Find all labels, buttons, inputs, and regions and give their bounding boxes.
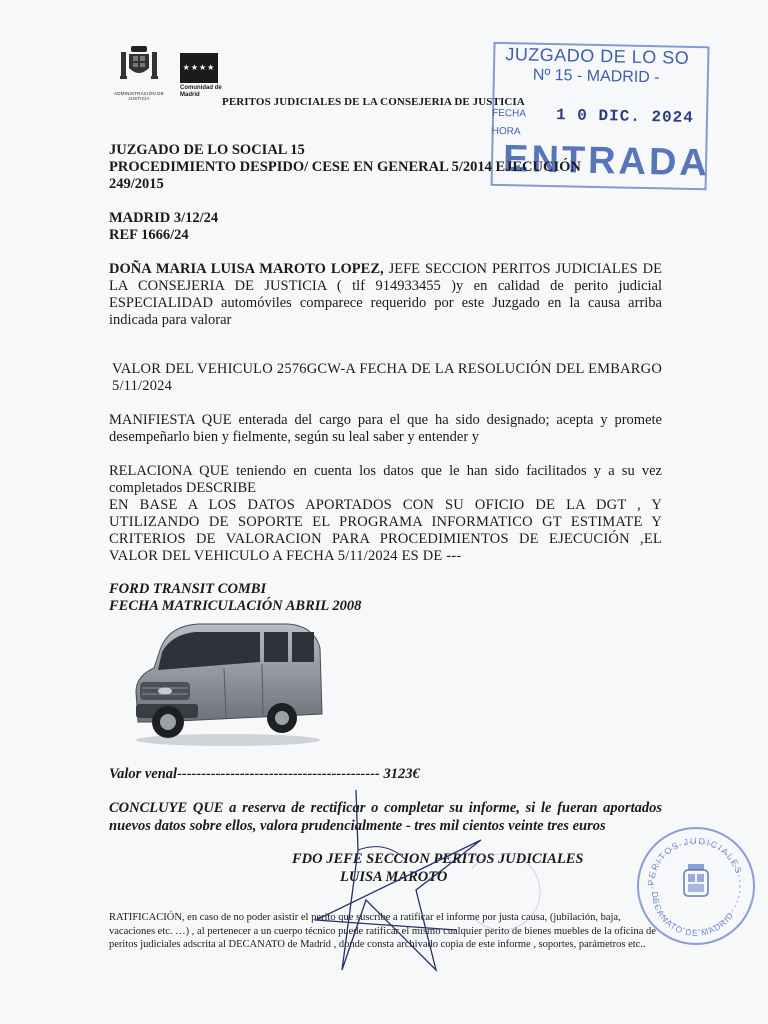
vehicle-value-heading: VALOR DEL VEHICULO 2576GCW-A FECHA DE LA RESOLUCIÓN DEL EMBARGO 5/11/2024: [112, 361, 662, 394]
stamp-court: JUZGADO DE LO SO: [505, 44, 690, 68]
expert-name: DOÑA MARIA LUISA MAROTO LOPEZ,: [109, 261, 384, 277]
manifiesta-paragraph: MANIFIESTA QUE enterada del cargo para el que ha sido designado; acepta y promete desempeñarlo bien y fielmente, según su leal saber y entender y: [109, 412, 662, 445]
van-photo: [128, 618, 328, 750]
stamp-entrada-text: ENTRADA: [502, 138, 711, 185]
valor-venal: Valor venal------------------------------------------ 3123€: [109, 766, 420, 782]
faint-seal-impression: [472, 842, 552, 942]
svg-text:PERITOS JUDICIALES: [646, 836, 744, 886]
stamp-date: 1 0 DIC. 2024: [555, 106, 695, 128]
place-date: MADRID 3/12/24: [109, 210, 219, 226]
header-title: PERITOS JUDICIALES DE LA CONSEJERIA DE JUSTICIA: [222, 96, 525, 108]
relaciona-paragraph: RELACIONA QUE teniendo en cuenta los datos que le han sido facilitados y a su vez completados DESCRIBE: [109, 463, 662, 496]
stamp-court-number: Nº 15 - MADRID -: [532, 66, 660, 87]
madrid-logo-caption: Comunidad de Madrid: [180, 85, 222, 98]
stamp-time-label: HORA: [491, 125, 521, 138]
vehicle-registration: FECHA MATRICULACIÓN ABRIL 2008: [109, 598, 362, 614]
seal-bottom-text: DECANATO DE MADRID: [649, 891, 736, 939]
official-round-seal: [632, 822, 760, 950]
signer-title: FDO JEFE SECCION PERITOS JUDICIALES: [292, 851, 584, 867]
stars-icon: ★★★★: [180, 53, 218, 83]
seal-emblem-icon: [632, 822, 760, 950]
admin-logo-caption: ADMINISTRACIÓN DE JUSTICIA: [114, 91, 164, 101]
conclusion-paragraph: CONCLUYE QUE a reserva de rectificar o completar su informe, si le fueran aportados nuevos datos sobre ellos, valora prudencialmente - tres mil cientos veinte tres euros: [109, 800, 662, 834]
intro-text: JEFE SECCION PERITOS JUDICIALES DE LA CONSEJERIA DE JUSTICIA ( tlf 914933455 )y en calidad de perito judicial ESPECIALIDAD automóviles comparece requerido por este Juzgado en la causa arriba indicada para valorar: [109, 261, 662, 328]
en-base-paragraph: EN BASE A LOS DATOS APORTADOS CON SU OFICIO DE LA DGT , Y UTILIZANDO DE SOPORTE EL PROGRAMA INFORMATICO GT ESTIMATE Y CRITERIOS DE VALORACION PARA PROCEDIMIENTOS DE EJECUCIÓN ,EL VALOR DEL VEHICULO A FECHA 5/11/2024 ES DE ---: [109, 497, 662, 564]
seal-top-text: PERITOS JUDICIALES: [645, 835, 745, 887]
procedure-line-1: PROCEDIMIENTO DESPIDO/ CESE EN GENERAL 5/2014 EJECUCIÓN: [109, 159, 581, 175]
handwritten-signature: [296, 780, 496, 980]
procedure-line-2: 249/2015: [109, 176, 164, 192]
signer-name: LUISA MAROTO: [340, 868, 448, 885]
intro-paragraph: [109, 261, 662, 329]
ratification-note: RATIFICACIÓN, en caso de no poder asistir el perito que suscribe a ratificar el informe por justa causa, (jubilación, baja, vacaciones etc. …) , al pertenecer a un cuerpo técnico puede ratificar el mismo cualquier perito de bienes muebles de la oficina de peritos judiciales adscrita al DECANATO de Madrid , donde consta archivado copia de este informe , soportes, parámetros etc..: [109, 912, 656, 950]
justice-administration-logo: [114, 42, 164, 104]
coat-of-arms-icon: [117, 42, 161, 86]
vehicle-model: FORD TRANSIT COMBI: [109, 581, 267, 597]
svg-text:DECANATO DE MADRID: [650, 891, 736, 938]
madrid-community-logo: [180, 53, 222, 98]
stamp-date-label: FECHA: [491, 107, 527, 120]
reference: REF 1666/24: [109, 227, 189, 243]
court-name: JUZGADO DE LO SOCIAL 15: [109, 142, 305, 158]
